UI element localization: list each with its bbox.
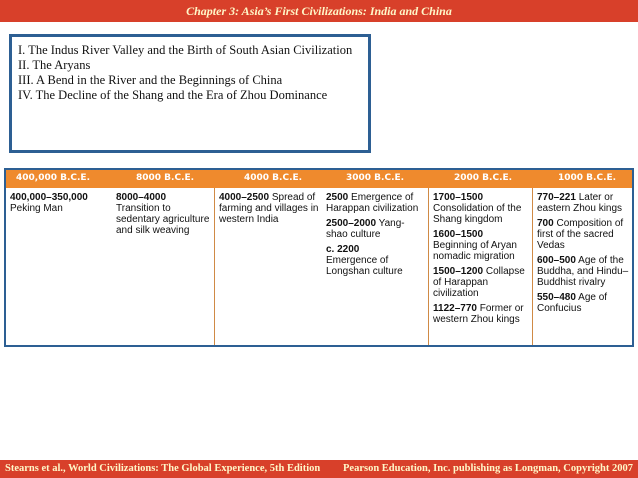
timeline-entry <box>433 266 528 299</box>
entry-date: 4000–2500 <box>219 192 270 203</box>
timeline-entry <box>10 192 110 214</box>
timeline-entry <box>433 229 528 262</box>
entry-text: Consolidation of the Shang kingdom <box>433 203 522 225</box>
timeline-header: 1000 B.C.E. <box>558 173 617 183</box>
timeline-entry <box>326 218 426 240</box>
entry-text: Later or eastern Zhou kings <box>537 192 623 214</box>
outline-box <box>9 34 371 153</box>
chapter-title: Chapter 3: Asia’s First Civilizations: India and China <box>186 4 452 18</box>
entry-date: 1122–770 <box>433 303 477 314</box>
outline-item: III. A Bend in the River and the Beginnings of China <box>18 73 283 87</box>
timeline-column <box>116 188 210 345</box>
footer-bar <box>0 460 638 478</box>
timeline-entry <box>433 192 528 225</box>
outline-item: IV. The Decline of the Shang and the Era of Zhou Dominance <box>18 88 328 102</box>
entry-date: 8000–4000 <box>116 192 167 203</box>
timeline-entry <box>537 255 630 288</box>
entry-text: Former or western Zhou kings <box>433 303 524 325</box>
timeline-entry <box>326 192 426 214</box>
timeline-header: 8000 B.C.E. <box>136 173 195 183</box>
entry-text: Yang-shao culture <box>326 218 405 240</box>
entry-text: Spread of farming and villages in western India <box>219 192 319 225</box>
timeline-entry <box>537 218 630 251</box>
title-bar <box>0 0 638 22</box>
entry-text: Composition of first of the sacred Vedas <box>537 218 624 251</box>
entry-text: Peking Man <box>10 203 63 214</box>
timeline-column <box>532 188 630 345</box>
timeline-entry <box>116 192 210 236</box>
entry-text: Age of the Buddha, and Hindu–Buddhist rivalry <box>537 255 629 288</box>
timeline-column <box>326 188 426 345</box>
entry-date: 550–480 <box>537 292 576 303</box>
timeline-column <box>428 188 528 345</box>
entry-text: Transition to sedentary agriculture and silk weaving <box>116 203 210 236</box>
timeline-column <box>10 188 110 345</box>
entry-date: 1500–1200 <box>433 266 484 277</box>
entry-text: Emergence of Harappan civilization <box>326 192 419 214</box>
entry-text: Age of Confucius <box>537 292 608 314</box>
entry-text: Beginning of Aryan nomadic migration <box>433 240 517 262</box>
footer-citation: Stearns et al., World Civilizations: The Global Experience, 5th Edition <box>5 463 321 474</box>
timeline-header: 3000 B.C.E. <box>346 173 405 183</box>
timeline-header: 2000 B.C.E. <box>454 173 513 183</box>
entry-date: 1700–1500 <box>433 192 484 203</box>
timeline-table <box>4 168 634 347</box>
timeline-entry <box>433 303 528 325</box>
timeline-entry <box>537 292 630 314</box>
outline-item: II. The Aryans <box>18 58 91 72</box>
entry-date: 1600–1500 <box>433 229 484 240</box>
entry-date: 2500 <box>326 192 349 203</box>
footer-copyright: Pearson Education, Inc. publishing as Longman, Copyright 2007 <box>343 463 633 474</box>
timeline-header-row <box>6 170 632 188</box>
timeline-header: 400,000 B.C.E. <box>16 173 90 183</box>
timeline-entry <box>537 192 630 214</box>
timeline-column <box>214 188 322 345</box>
entry-text: Collapse of Harappan civilization <box>433 266 525 299</box>
entry-text: Emergence of Longshan culture <box>326 255 403 277</box>
timeline-entry <box>326 244 426 277</box>
entry-date: 770–221 <box>537 192 576 203</box>
outline-item: I. The Indus River Valley and the Birth of South Asian Civilization <box>18 43 353 57</box>
entry-date: 700 <box>537 218 554 229</box>
timeline-entry <box>219 192 322 225</box>
timeline-header: 4000 B.C.E. <box>244 173 303 183</box>
entry-date: 400,000–350,000 <box>10 192 88 203</box>
entry-date: 2500–2000 <box>326 218 377 229</box>
entry-date: 600–500 <box>537 255 576 266</box>
entry-date: c. 2200 <box>326 244 360 255</box>
